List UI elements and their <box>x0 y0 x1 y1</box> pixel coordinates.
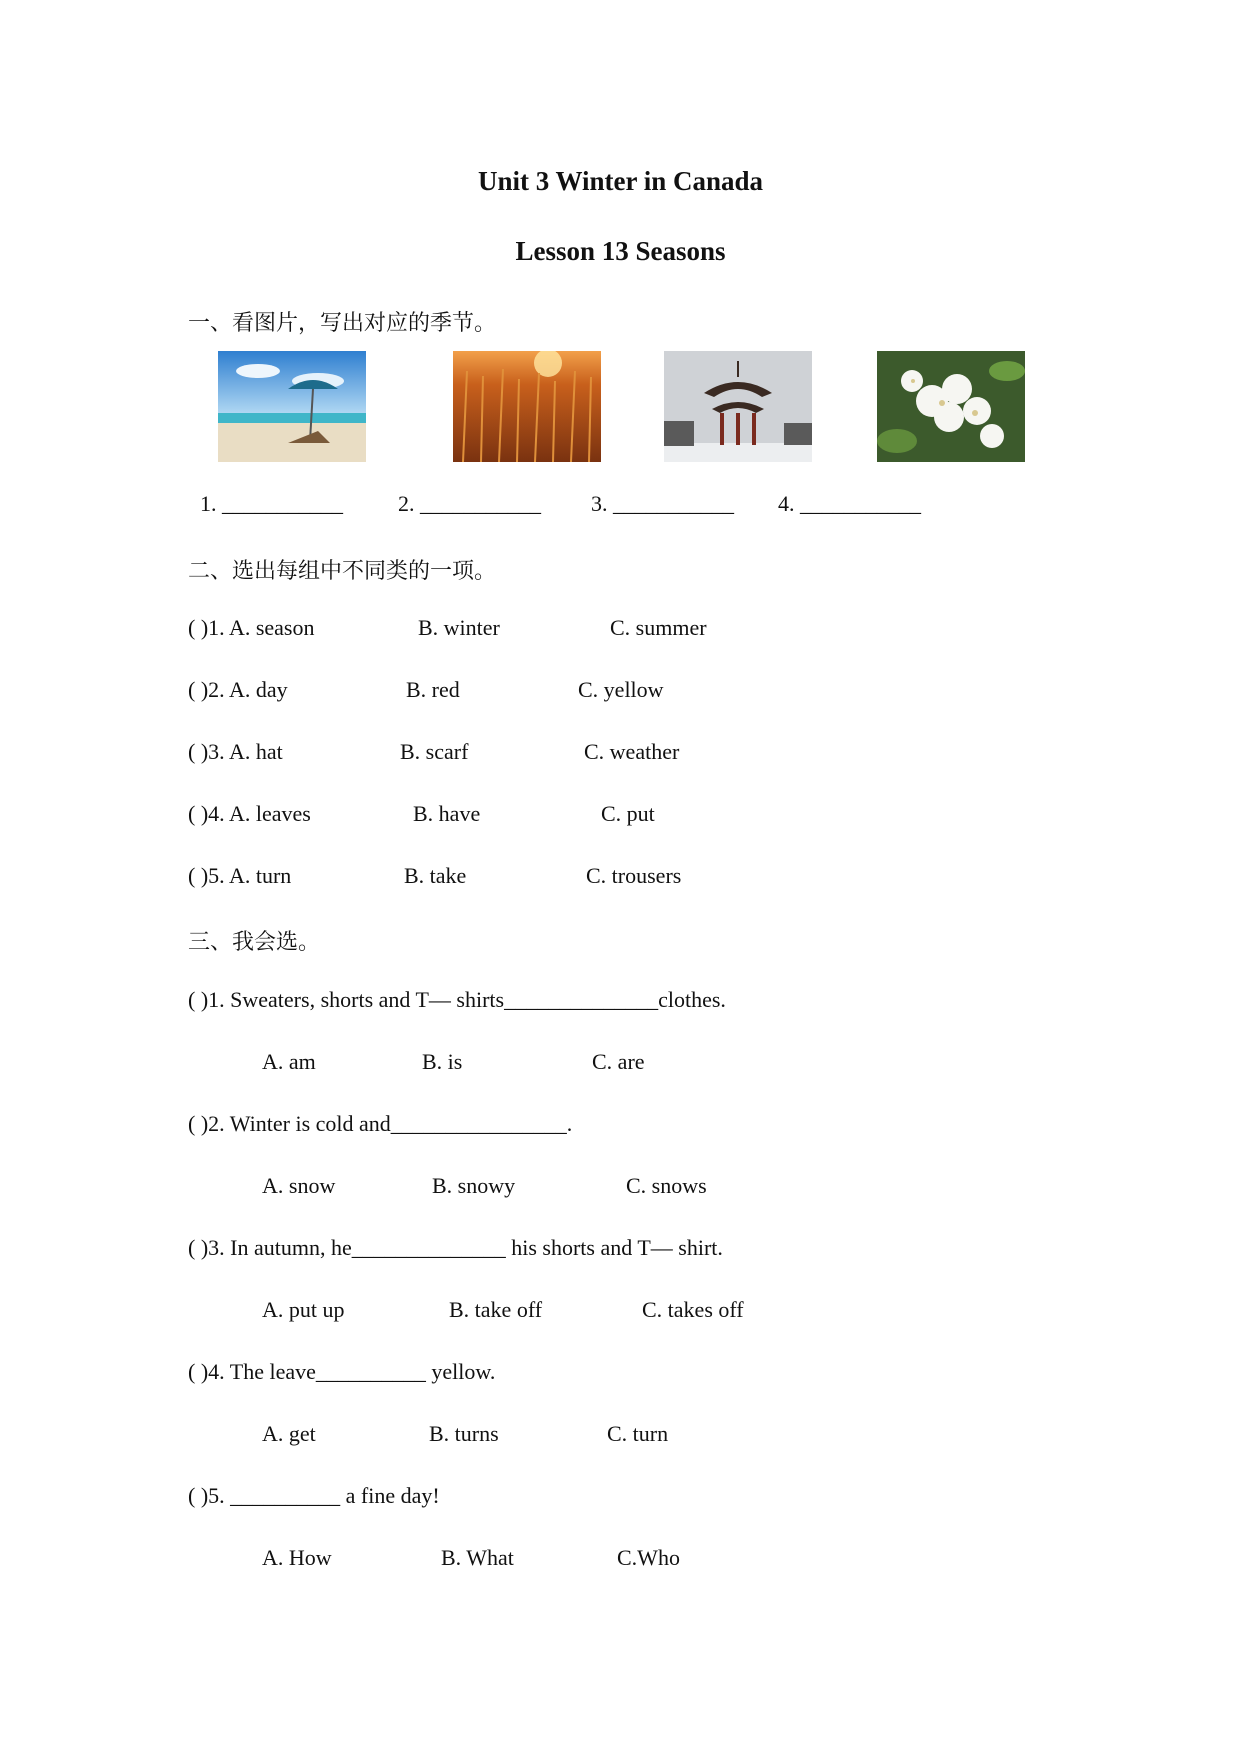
choice-5-option-b: B. What <box>441 1545 514 1570</box>
odd-one-out-4-option-c: C. put <box>601 801 655 826</box>
choice-1-option-b: B. is <box>422 1049 463 1074</box>
odd-one-out-1-option-b: B. winter <box>418 615 500 640</box>
choice-4-option-b: B. turns <box>429 1421 499 1446</box>
choice-4-option-a: A. get <box>262 1421 316 1446</box>
odd-one-out-2-option-c: C. yellow <box>578 677 664 702</box>
unit-title: Unit 3 Winter in Canada <box>477 166 764 196</box>
section3-heading: 三、我会选。 <box>188 930 321 955</box>
blank-3[interactable]: 3. ___________ <box>591 491 734 516</box>
lesson-title: Lesson 13 Seasons <box>515 236 726 266</box>
wheat-field-autumn-picture <box>453 351 601 462</box>
choice-3-option-b: B. take off <box>449 1297 543 1322</box>
odd-one-out-1-option-c: C. summer <box>610 615 707 640</box>
odd-one-out-5-option-c: C. trousers <box>586 863 682 888</box>
choice-2-option-b: B. snowy <box>432 1173 516 1198</box>
blank-4[interactable]: 4. ___________ <box>778 491 921 516</box>
odd-one-out-4-stem: ( )4. A. leaves <box>188 801 311 826</box>
choice-5-option-c: C.Who <box>617 1545 680 1570</box>
odd-one-out-3-stem: ( )3. A. hat <box>188 739 283 764</box>
choice-3-option-c: C. takes off <box>642 1297 744 1322</box>
odd-one-out-1-stem: ( )1. A. season <box>188 615 315 640</box>
odd-one-out-4-option-b: B. have <box>413 801 481 826</box>
beach-umbrella-summer-picture <box>218 351 366 462</box>
choice-4-option-c: C. turn <box>607 1421 669 1446</box>
odd-one-out-2-option-b: B. red <box>406 677 460 702</box>
choice-5-stem: ( )5. __________ a fine day! <box>188 1483 440 1508</box>
blank-1[interactable]: 1. ___________ <box>200 491 343 516</box>
section1-heading: 一、看图片，写出对应的季节。 <box>188 311 497 336</box>
choice-5-option-a: A. How <box>262 1545 332 1570</box>
choice-1-option-a: A. am <box>262 1049 316 1074</box>
blank-2[interactable]: 2. ___________ <box>398 491 541 516</box>
odd-one-out-5-option-b: B. take <box>404 863 467 888</box>
choice-3-option-a: A. put up <box>262 1297 345 1322</box>
choice-1-option-c: C. are <box>592 1049 645 1074</box>
odd-one-out-5-stem: ( )5. A. turn <box>188 863 292 888</box>
choice-4-stem: ( )4. The leave__________ yellow. <box>188 1359 496 1384</box>
odd-one-out-3-option-b: B. scarf <box>400 739 469 764</box>
odd-one-out-3-option-c: C. weather <box>584 739 680 764</box>
odd-one-out-2-stem: ( )2. A. day <box>188 677 288 702</box>
choice-2-stem: ( )2. Winter is cold and________________. <box>188 1111 573 1136</box>
choice-2-option-c: C. snows <box>626 1173 707 1198</box>
white-blossom-spring-picture <box>877 351 1025 462</box>
section2-heading: 二、选出每组中不同类的一项。 <box>188 559 497 584</box>
choice-2-option-a: A. snow <box>262 1173 336 1198</box>
pavilion-snow-winter-picture <box>664 351 812 462</box>
choice-3-stem: ( )3. In autumn, he______________ his shorts and T— shirt. <box>188 1235 723 1260</box>
choice-1-stem: ( )1. Sweaters, shorts and T— shirts______________clothes. <box>188 987 726 1012</box>
